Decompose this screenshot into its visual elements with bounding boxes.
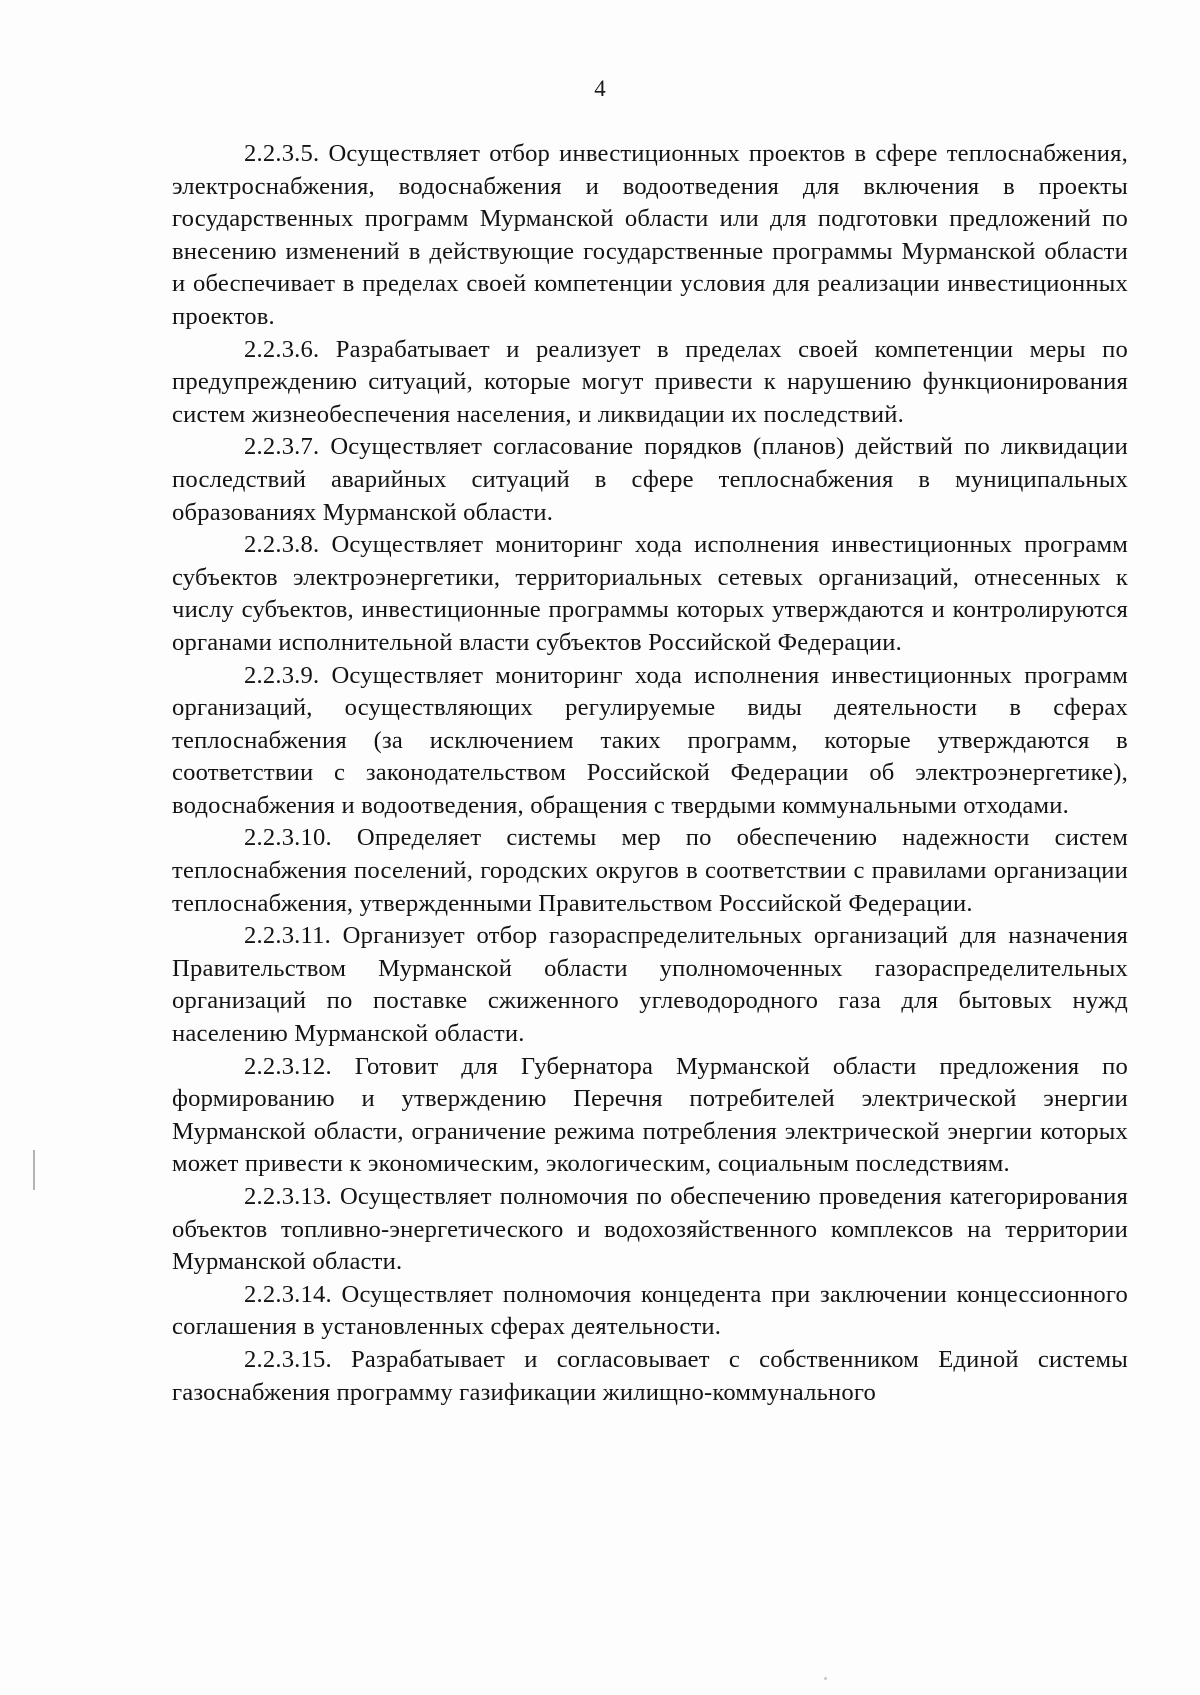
paragraph-2-2-3-14: 2.2.3.14. Осуществляет полномочия концедента при заключении концессионного соглашения в установленных сферах деятельности.: [172, 1280, 1128, 1341]
paragraph-2-2-3-15: 2.2.3.15. Разрабатывает и согласовывает с собственником Единой системы газоснабжения программу газификации жилищно-коммунального: [172, 1345, 1128, 1406]
paragraph-2-2-3-8: 2.2.3.8. Осуществляет мониторинг хода исполнения инвестиционных программ субъектов электроэнергетики, территориальных сетевых организаций, отнесенных к числу субъектов, инвестиционные программы которых утверждаются и контролируются органами исполнительной власти субъектов Российской Федерации.: [172, 531, 1128, 656]
paragraph-2-2-3-13: 2.2.3.13. Осуществляет полномочия по обеспечению проведения категорирования объектов топливно-энергетического и водохозяйственного комплексов на территории Мурманской области.: [172, 1183, 1128, 1276]
page-number: 4: [594, 76, 606, 101]
scan-artifact-dot: [824, 1677, 827, 1680]
paragraph-2-2-3-6: 2.2.3.6. Разрабатывает и реализует в пределах своей компетенции меры по предупреждению ситуаций, которые могут привести к нарушению функционирования систем жизнеобеспечения населения, и ликвидации их последствий.: [172, 335, 1128, 428]
paragraph-2-2-3-9: 2.2.3.9. Осуществляет мониторинг хода исполнения инвестиционных программ организаций, осуществляющих регулируемые виды деятельности в сферах теплоснабжения (за исключением таких программ, которые утверждаются в соответствии с законодательством Российской Федерации об электроэнергетике), водоснабжения и водоотведения, обращения с твердыми коммунальными отходами.: [172, 661, 1128, 819]
paragraph-2-2-3-10: 2.2.3.10. Определяет системы мер по обеспечению надежности систем теплоснабжения поселений, городских округов в соответствии с правилами организации теплоснабжения, утвержденными Правительством Российской Федерации.: [172, 824, 1128, 917]
paragraph-2-2-3-5: 2.2.3.5. Осуществляет отбор инвестиционных проектов в сфере теплоснабжения, электроснабжения, водоснабжения и водоотведения для включения в проекты государственных программ Мурманской области или для подготовки предложений по внесению изменений в действующие государственные программы Мурманской области и обеспечивает в пределах своей компетенции условия для реализации инвестиционных проектов.: [172, 140, 1128, 330]
paragraph-2-2-3-11: 2.2.3.11. Организует отбор газораспределительных организаций для назначения Правительством Мурманской области уполномоченных газораспределительных организаций по поставке сжиженного углеводородного газа для бытовых нужд населению Мурманской области.: [172, 922, 1128, 1048]
paragraph-2-2-3-7: 2.2.3.7. Осуществляет согласование порядков (планов) действий по ликвидации последствий аварийных ситуаций в сфере теплоснабжения в муниципальных образованиях Мурманской области.: [172, 433, 1128, 526]
scan-artifact-line: [33, 1150, 35, 1190]
document-body: [172, 138, 1128, 1409]
paragraph-2-2-3-12: 2.2.3.12. Готовит для Губернатора Мурманской области предложения по формированию и утверждению Перечня потребителей электрической энергии Мурманской области, ограничение режима потребления электрической энергии которых может привести к экономическим, экологическим, социальным последствиям.: [172, 1052, 1128, 1178]
